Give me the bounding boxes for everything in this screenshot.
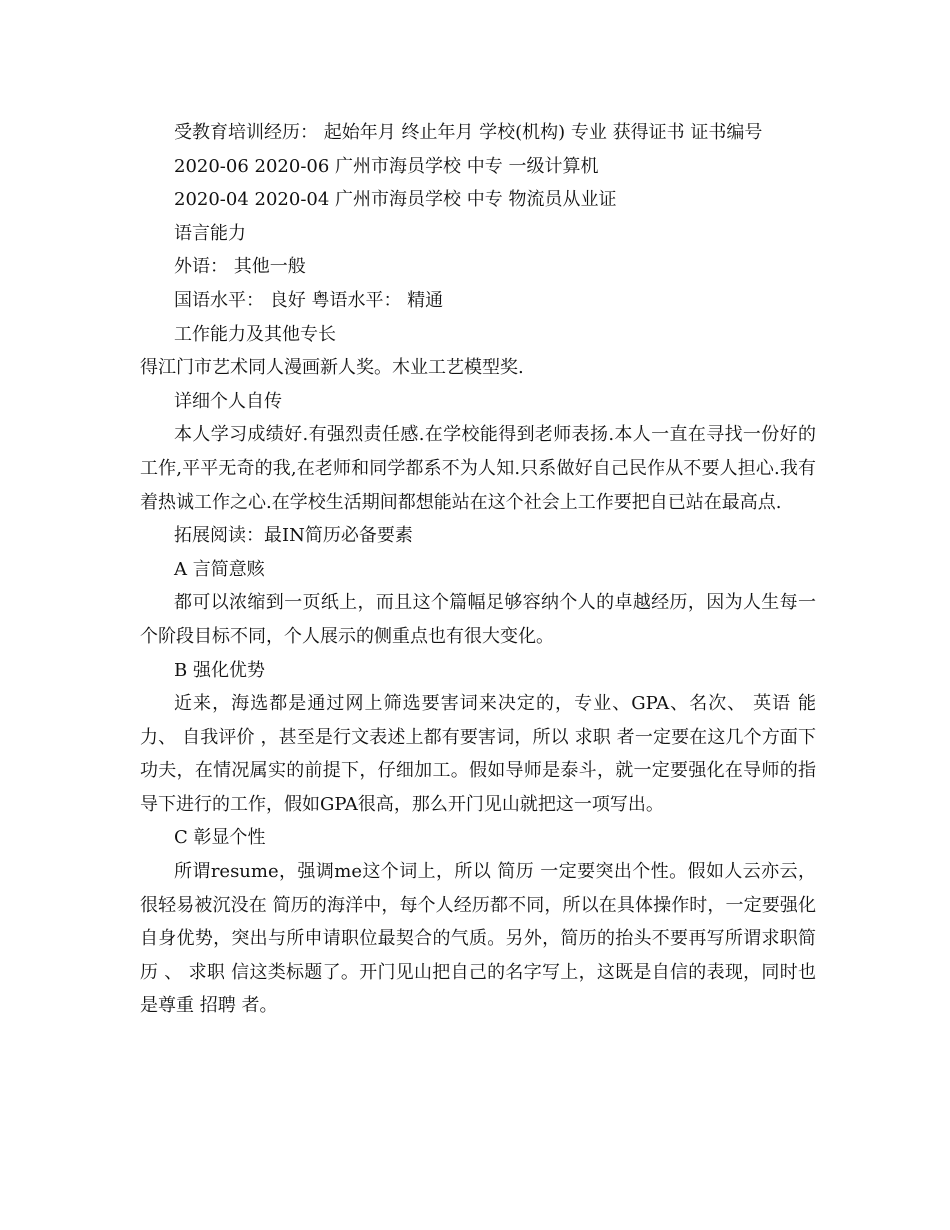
section-c-title: C 彰显个性 [174, 827, 266, 849]
skills-text-line: 得江门市艺术同人漫画新人奖。木业工艺模型奖. [140, 357, 524, 379]
education-row-2: 2020-04 2020-04 广州市海员学校 中专 物流员从业证 [174, 189, 617, 211]
section-b-title: B 强化优势 [174, 659, 265, 681]
education-header-line: 受教育培训经历： 起始年月 终止年月 学校(机构) 专业 获得证书 证书编号 [174, 122, 763, 143]
extended-reading-title: 拓展阅读：最IN简历必备要素 [174, 525, 413, 547]
section-a-title: A 言简意赅 [174, 558, 265, 580]
education-row-1: 2020-06 2020-06 广州市海员学校 中专 一级计算机 [174, 155, 599, 177]
section-b-paragraph: 近来，海选都是通过网上筛选要害词来决定的，专业、GPA、名次、 英语 能力、 自我评价 ，甚至是行文表述上都有要害词，所以 求职 者一定要在这几个方面下功夫，在情况属实的前提下，仔细加工。假如导师是泰斗，就一定要强化在导师的指导下进行的工作，假如GPA很高，那么开门见山就把这一项写出。 [140, 693, 816, 815]
document-body [140, 116, 816, 1023]
dialect-level-line: 国语水平： 良好 粤语水平： 精通 [174, 289, 444, 311]
section-a-paragraph: 都可以浓缩到一页纸上，而且这个篇幅足够容纳个人的卓越经历，因为人生每一个阶段目标不同，个人展示的侧重点也有很大变化。 [140, 592, 816, 647]
skills-section-title: 工作能力及其他专长 [174, 323, 336, 345]
biography-paragraph: 本人学习成绩好.有强烈责任感.在学校能得到老师表扬.本人一直在寻找一份好的工作,平平无奇的我,在老师和同学都系不为人知.只系做好自己民作从不要人担心.我有着热诚工作之心.在学校生活期间都想能站在这个社会上工作要把自已站在最高点. [140, 424, 816, 513]
biography-section-title: 详细个人自传 [174, 390, 282, 412]
foreign-language-line: 外语： 其他一般 [174, 256, 306, 278]
section-c-paragraph: 所谓resume，强调me这个词上，所以 简历 一定要突出个性。假如人云亦云，很轻易被沉没在 简历的海洋中，每个人经历都不同，所以在具体操作时，一定要强化自身优势，突出与所申请职位最契合的气质。另外，简历的抬头不要再写所谓求职简历 、 求职 信这类标题了。开门见山把自己的名字写上，这既是自信的表现，同时也是尊重 招聘 者。 [140, 861, 816, 1017]
language-section-title: 语言能力 [174, 222, 246, 244]
